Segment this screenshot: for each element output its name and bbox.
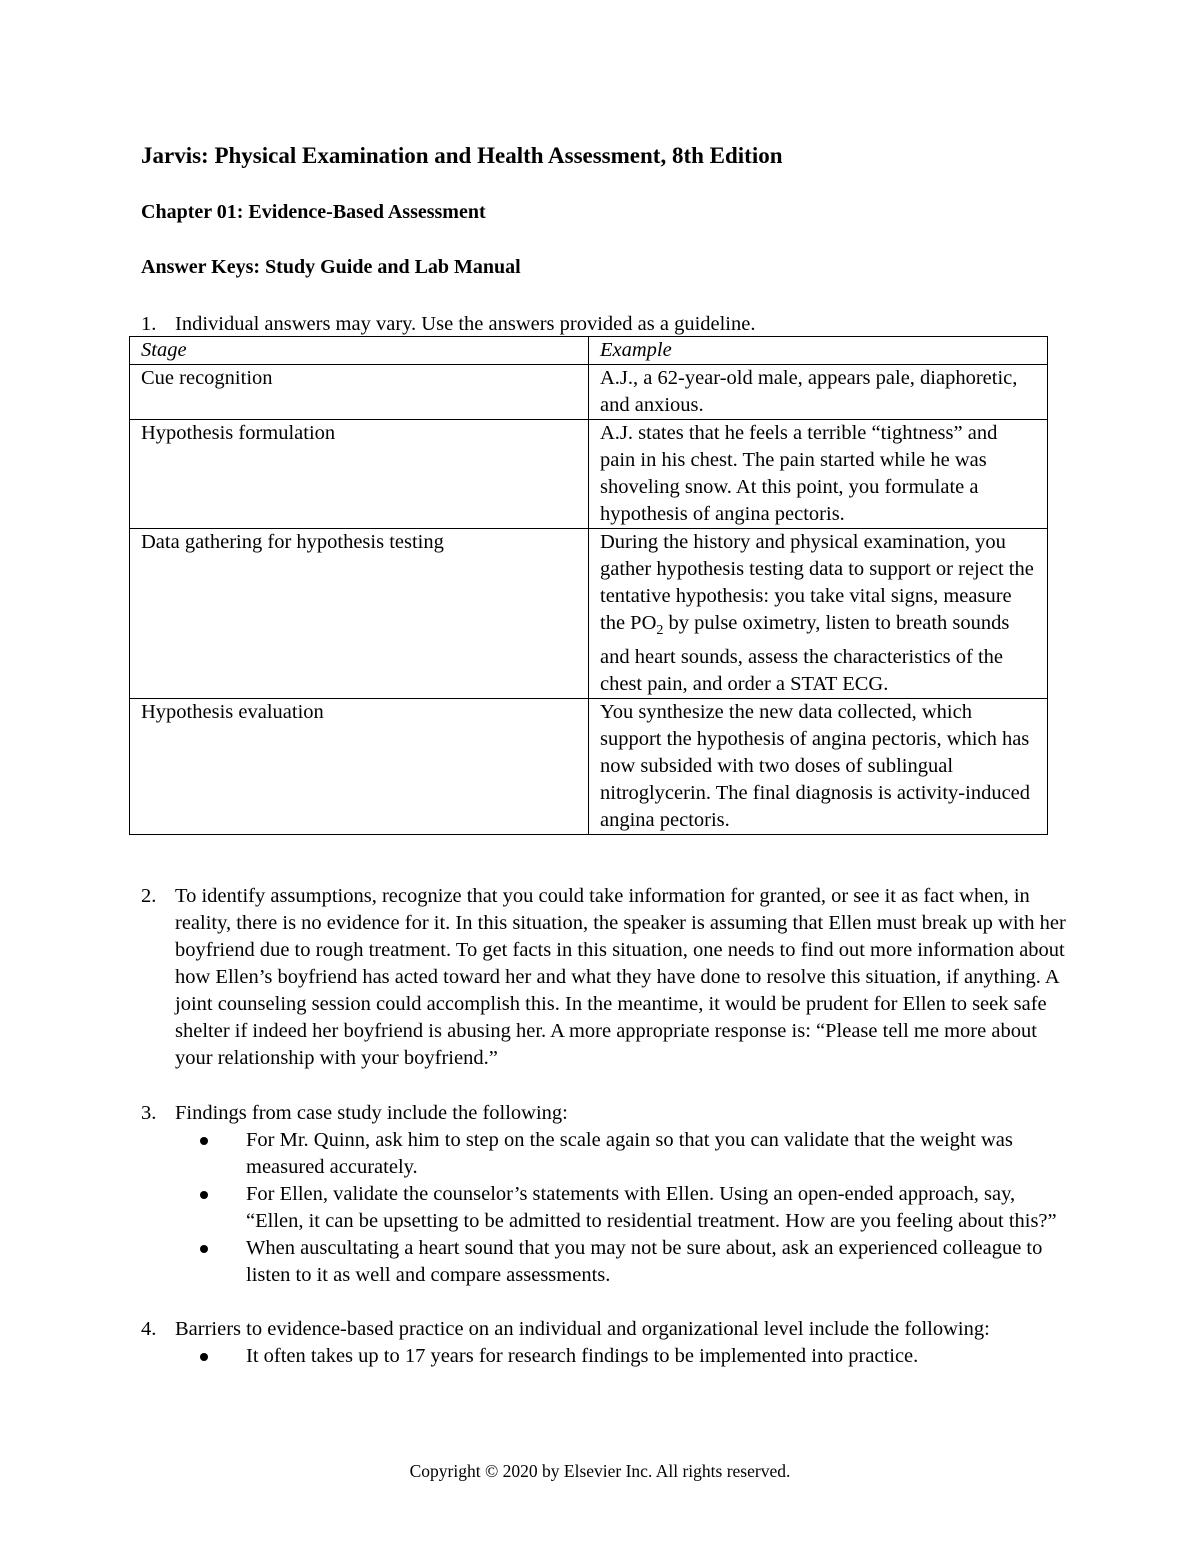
chapter-heading: Chapter 01: Evidence-Based Assessment (141, 201, 486, 223)
answer-item-3 (141, 1100, 1071, 1289)
example-text: by pulse oximetry, listen to breath sounds and heart sounds, assess the characteristics of the chest pain, and order a STAT ECG. (600, 612, 1010, 696)
table-row (130, 699, 1048, 835)
item-number: 2. (141, 885, 157, 907)
bullet-icon (200, 1245, 208, 1253)
example-cell (589, 529, 1048, 699)
stage-cell: Data gathering for hypothesis testing (130, 529, 589, 699)
list-item (141, 1181, 1071, 1235)
stages-table (129, 336, 1048, 835)
stage-cell: Hypothesis formulation (130, 420, 589, 529)
item-number: 4. (141, 1318, 157, 1340)
item-number: 1. (141, 313, 157, 335)
list-item (141, 1235, 1071, 1289)
bullet-text: It often takes up to 17 years for research findings to be implemented into practice. (246, 1345, 919, 1367)
example-text: During the history and physical examination, you gather hypothesis testing data to support or reject the tentative hypothesis: you take vital signs, measure the PO (600, 531, 1034, 634)
subscript: 2 (656, 623, 664, 639)
example-cell: A.J., a 62-year-old male, appears pale, diaphoretic, and anxious. (589, 365, 1048, 420)
bullet-icon (200, 1137, 208, 1145)
example-cell: You synthesize the new data collected, which support the hypothesis of angina pectoris, which has now subsided with two doses of sublingual nitroglycerin. The final diagnosis is activity-induced angina pectoris. (589, 699, 1048, 835)
bullet-list (141, 1127, 1071, 1289)
item-text: Individual answers may vary. Use the answers provided as a guideline. (175, 313, 756, 335)
item-text: Barriers to evidence-based practice on an individual and organizational level include the following: (175, 1318, 990, 1340)
list-item (141, 1343, 1071, 1370)
item-number: 3. (141, 1102, 157, 1124)
table-row (130, 365, 1048, 420)
stage-cell: Cue recognition (130, 365, 589, 420)
bullet-text: When auscultating a heart sound that you may not be sure about, ask an experienced colleague to listen to it as well and compare assessments. (246, 1237, 1043, 1286)
column-header-example: Example (589, 337, 1048, 365)
bullet-icon (200, 1191, 208, 1199)
bullet-list (141, 1343, 1071, 1370)
list-item (141, 1127, 1071, 1181)
table-header-row (130, 337, 1048, 365)
column-header-stage: Stage (130, 337, 589, 365)
answer-item-4 (141, 1316, 1071, 1370)
table-row (130, 420, 1048, 529)
answer-item-1 (141, 311, 1071, 338)
item-text: Findings from case study include the following: (175, 1102, 568, 1124)
bullet-icon (200, 1353, 208, 1361)
bullet-text: For Mr. Quinn, ask him to step on the scale again so that you can validate that the weight was measured accurately. (246, 1129, 1013, 1178)
copyright-footer: Copyright © 2020 by Elsevier Inc. All rights reserved. (409, 1461, 791, 1481)
document-title: Jarvis: Physical Examination and Health Assessment, 8th Edition (141, 143, 783, 168)
table-row (130, 529, 1048, 699)
bullet-text: For Ellen, validate the counselor’s statements with Ellen. Using an open-ended approach, say, “Ellen, it can be upsetting to be admitted to residential treatment. How are you feeling about this?” (246, 1183, 1057, 1232)
answer-item-2 (141, 883, 1071, 1072)
stage-cell: Hypothesis evaluation (130, 699, 589, 835)
example-cell: A.J. states that he feels a terrible “tightness” and pain in his chest. The pain started while he was shoveling snow. At this point, you formulate a hypothesis of angina pectoris. (589, 420, 1048, 529)
item-text: To identify assumptions, recognize that you could take information for granted, or see it as fact when, in reality, there is no evidence for it. In this situation, the speaker is assuming that Ellen must break up with her boyfriend due to rough treatment. To get facts in this situation, one needs to find out more information about how Ellen’s boyfriend has acted toward her and what they have done to resolve this situation, if anything. A joint counseling session could accomplish this. In the meantime, it would be prudent for Ellen to seek safe shelter if indeed her boyfriend is abusing her. A more appropriate response is: “Please tell me more about your relationship with your boyfriend.” (175, 885, 1066, 1069)
answer-keys-heading: Answer Keys: Study Guide and Lab Manual (141, 256, 521, 278)
